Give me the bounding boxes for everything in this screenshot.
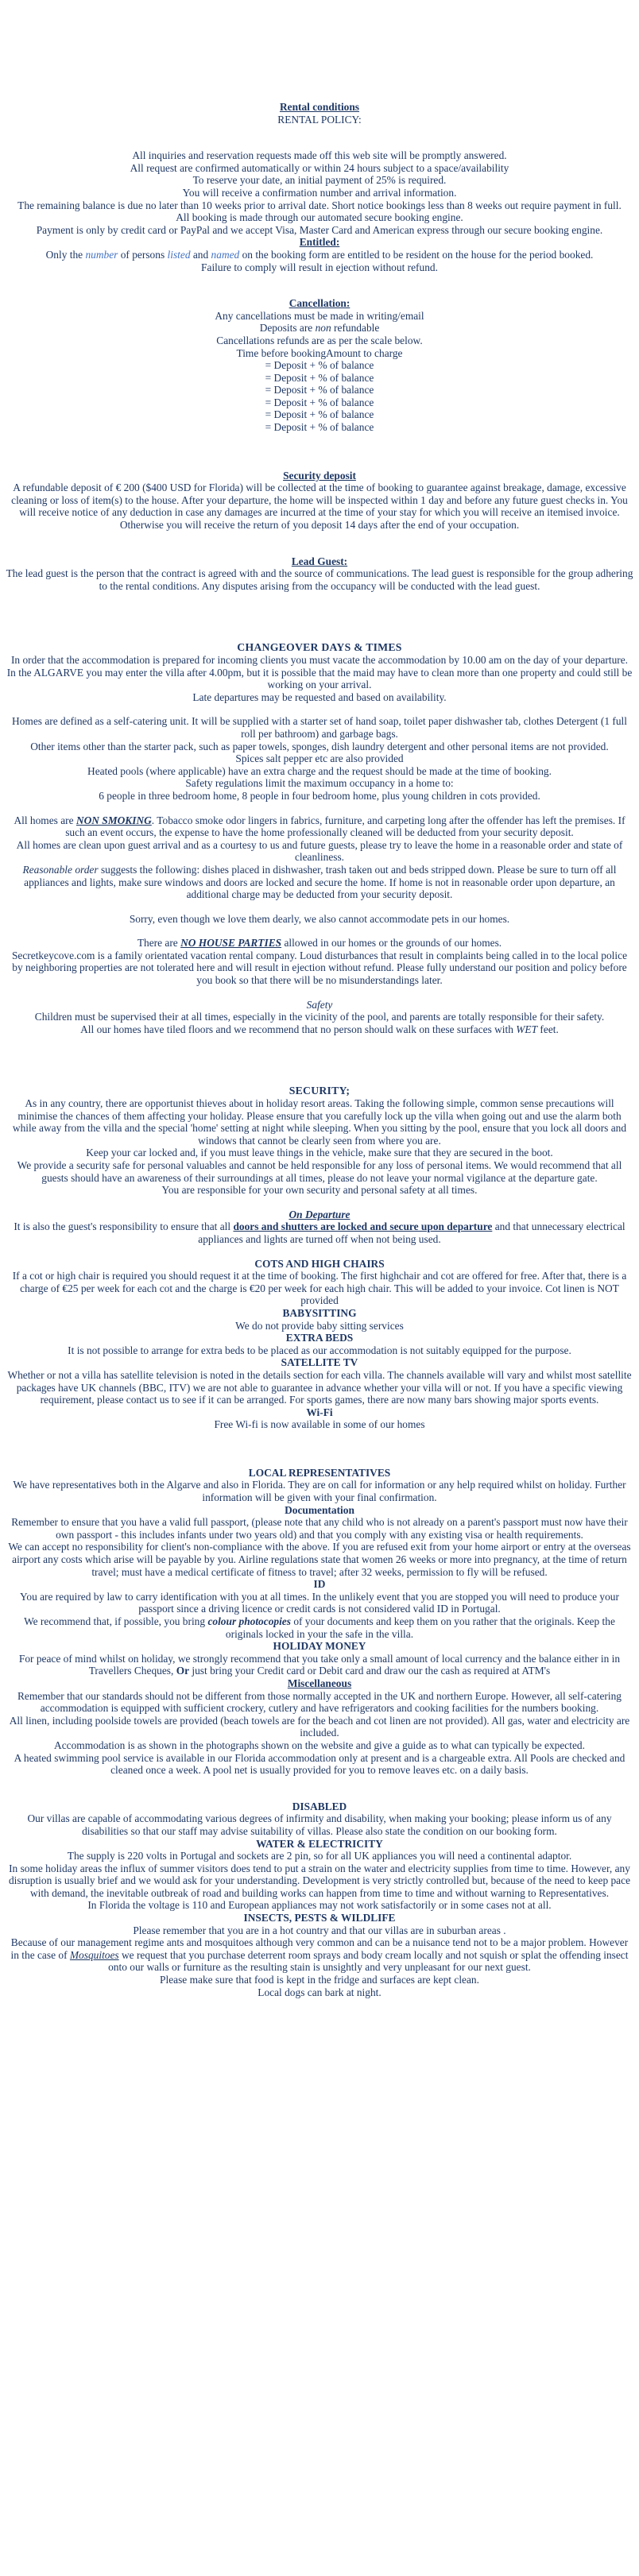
entitled-text: on the booking form are entitled to be resident on the house for the period booked. xyxy=(239,248,594,261)
insects-title: INSECTS, PESTS & WILDLIFE xyxy=(243,1912,396,1924)
departure-section xyxy=(6,1209,633,1246)
cancellation-title: Cancellation: xyxy=(289,297,350,310)
rental-line: To reserve your date, an initial payment of 25% is required. xyxy=(192,174,447,187)
local-reps-title: LOCAL REPRESENTATIVES xyxy=(248,1466,391,1479)
misc-text: Accommodation is as shown in the photographs shown on the website and give a guide as to what can typically be expected. xyxy=(54,1739,585,1751)
changeover-title: CHANGEOVER DAYS & TIMES xyxy=(237,641,402,654)
cancellation-scale-row: = Deposit + % of balance xyxy=(265,408,374,421)
entitled-section xyxy=(6,236,633,273)
insects-text-part: we request that you purchase deterrent room sprays and body cream locally and not squish or splat the offending insect onto our walls or furniture as the resulting stain is unsightly and very unpleasant for our next guest. xyxy=(108,1948,629,1974)
cancellation-scale-row: = Deposit + % of balance xyxy=(265,371,374,384)
parties-text-part: allowed in our homes or the grounds of our homes. xyxy=(281,937,502,950)
misc-title: Miscellaneous xyxy=(287,1677,352,1689)
id-title: ID xyxy=(313,1578,326,1591)
satellite-title: SATELLITE TV xyxy=(281,1356,358,1369)
misc-text: All linen, including poolside towels are provided (beach towels are for the beach and cot linen are not provided). All gas, water and electricity are included. xyxy=(9,1714,630,1739)
departure-text-part: It is also the guest's responsibility to ensure that all xyxy=(14,1220,234,1233)
smoking-text-part: . Tobacco smoke odor lingers in fabrics, furniture, and carpeting long after the offender has left the premises. If such an event occurs, the expense to have the home professionally cleaned will be deducted from your security deposit. xyxy=(65,814,625,839)
rental-line: The remaining balance is due no later than 10 weeks prior to arrival date. Short notice bookings less than 8 weeks out require payment in full. xyxy=(17,199,622,211)
rental-line: All inquiries and reservation requests made off this web site will be promptly answered. xyxy=(132,149,507,162)
security-section xyxy=(6,1085,633,1196)
rental-line: All request are confirmed automatically or within 24 hours subject to a space/availability xyxy=(130,161,509,174)
cancellation-section xyxy=(6,297,633,434)
extra-beds-text: It is not possible to arrange for extra beds to be placed as our accommodation is not suitably equipped for the purpose. xyxy=(68,1344,571,1356)
entitled-number: number xyxy=(85,248,118,261)
parties-text xyxy=(6,937,633,950)
cancellation-scale-row: = Deposit + % of balance xyxy=(265,421,374,434)
disabled-section xyxy=(6,1800,633,1999)
cancellation-line xyxy=(6,322,633,335)
water-text: In some holiday areas the influx of summer visitors does tend to put a strain on the water and electricity supplies from time to time. However, any disruption is usually brief and we would ask for your understanding. Development is very strictly controlled but, because of the need to keep pace with demand, the inevitable outbreak of road and building works can happen from time to time and without warning to Representatives. xyxy=(8,1862,631,1899)
satellite-text: Whether or not a villa has satellite television is noted in the details section for each villa. The channels available will vary and whilst most satellite packages have UK channels (BBC, ITV) we are not able to guarantee in advance whether your villa will or not. If you have a specific viewing requirement, please contact us to see if it can be arranged. For sports games, there are now many bars showing major sports events. xyxy=(7,1368,632,1406)
reasonable-order-label: Reasonable order xyxy=(22,863,99,876)
safety-floors-part: feet. xyxy=(537,1023,559,1035)
safety-section xyxy=(6,999,633,1036)
entitled-named: named xyxy=(211,248,240,261)
security-deposit-return: Otherwise you will receive the return of you deposit 14 days after the end of your occupation. xyxy=(119,519,520,532)
misc-text: Remember that our standards should not be different from those normally accepted in the UK and northern Europe. However, all self-catering accommodation is equipped with sufficient crockery, cutlery and have refrigerators and cooking facilities for the numbers booking. xyxy=(17,1689,622,1715)
changeover-text: Late departures may be requested and based on availability. xyxy=(192,690,447,703)
house-rules-section xyxy=(6,814,633,987)
local-reps-text: We have representatives both in the Algarve and also in Florida. They are on call for information or any help required whilst on holiday. Further information will be given with your final confirmation. xyxy=(13,1479,626,1504)
security-text: As in any country, there are opportunist thieves about in holiday resort areas. Taking the following simple, common sense precautions will minimise the chances of them affecting your holiday. Please ensure that you carefully lock up the villa when going out and use the alarm both while away from the villa and the special 'home' setting at night while sleeping. When you sitting by the pool, ensure that you lock all doors and windows that cannot be clearly seen from where you are. xyxy=(12,1097,627,1147)
lead-guest-text: The lead guest is the person that the contract is agreed with and the source of communications. The lead guest is responsible for the group adhering to the rental conditions. Any disputes arising from the occupancy will be conducted with the lead guest. xyxy=(6,567,633,592)
insects-text: Please remember that you are in a hot country and that our villas are in suburban areas . xyxy=(133,1924,506,1936)
cancellation-scale-row: = Deposit + % of balance xyxy=(265,359,374,372)
safety-text: Children must be supervised their at all times, especially in the vicinity of the pool, and parents are totally responsible for their safety. xyxy=(34,1011,605,1023)
insects-text: Local dogs can bark at night. xyxy=(258,1986,381,1998)
reasonable-order-text xyxy=(6,864,633,901)
security-deposit-title: Security deposit xyxy=(283,469,356,482)
non-smoking-label: NON SMOKING xyxy=(76,814,152,826)
changeover-text: Heated pools (where applicable) have an extra charge and the request should be made at the time of booking. xyxy=(87,764,552,777)
babysitting-title: BABYSITTING xyxy=(282,1306,357,1319)
misc-text: A heated swimming pool service is available in our Florida accommodation only at present and is a chargeable extra. All Pools are checked and cleaned once a week. A pool net is usually provided for you to remove leaves etc. on a daily basis. xyxy=(14,1751,625,1777)
safety-title: Safety xyxy=(306,998,333,1011)
reasonable-order-part: suggests the following: dishes placed in dishwasher, trash taken out and beds stripped down. Please be sure to turn off all appliances and lights, make sure windows and doors are locked and secure the home. If home is not in reasonable order upon departure, an additional charge may be deducted from your security deposit. xyxy=(24,863,617,901)
cots-text: If a cot or high chair is required you should request it at the time of booking. The first highchair and cot are offered for free. After that, there is a charge of €25 per week for each cot and the charge is €20 per week for each high chair. This will be added to your invoice. Cot linen is NOT provided xyxy=(12,1270,627,1307)
changeover-text: Other items other than the starter pack, such as paper towels, sponges, dish laundry detergent and other personal items are not provided. xyxy=(30,740,609,752)
security-deposit-text: A refundable deposit of € 200 ($400 USD for Florida) will be collected at the time of booking to guarantee against breakage, damage, excessive cleaning or loss of item(s) to the house. After your departure, the home will be inspected within 1 day and before any future guest checks in. You will receive notice of any deduction in case any damages are incurred at the time of your stay for which you will receive an itemised invoice. xyxy=(11,482,628,519)
holiday-money-part: just bring your Credit card or Debit card and draw our the cash as required at ATM's xyxy=(189,1665,551,1677)
disabled-text: Our villas are capable of accommodating various degrees of infirmity and disability, when making your booking; please inform us of any disabilities so that our staff may advise suitability of villas. Please also state the condition on our booking form. xyxy=(27,1812,612,1837)
disabled-title: DISABLED xyxy=(292,1800,347,1812)
safety-floors-text xyxy=(6,1023,633,1036)
departure-emphasis: doors and shutters are locked and secure upon departure xyxy=(233,1220,493,1233)
documentation-text: Remember to ensure that you have a valid full passport, (please note that any child who is not already on a parent's passport must now have their own passport - this includes infants under two years old) and that you comply with any existing visa or health requirements. xyxy=(11,1516,628,1541)
documentation-title: Documentation xyxy=(285,1503,354,1516)
water-text: In Florida the voltage is 110 and European appliances may not work satisfactorily or in some cases not at all. xyxy=(87,1899,552,1912)
insects-text: Please make sure that food is kept in the fridge and surfaces are kept clean. xyxy=(160,1974,479,1986)
holiday-money-title: HOLIDAY MONEY xyxy=(273,1640,366,1653)
water-title: WATER & ELECTRICITY xyxy=(256,1837,383,1850)
changeover-text: 6 people in three bedroom home, 8 people in four bedroom home, plus young children in cots provided. xyxy=(99,789,540,802)
security-text: Keep your car locked and, if you must leave things in the vehicle, make sure that they are secured in the boot. xyxy=(86,1147,553,1159)
holiday-money-text xyxy=(6,1653,633,1677)
entitled-failure: Failure to comply will result in ejection without refund. xyxy=(201,261,438,273)
colour-photocopies-label: colour photocopies xyxy=(207,1615,291,1627)
changeover-text: Homes are defined as a self-catering unit. It will be supplied with a starter set of hand soap, toilet paper dishwasher tab, clothes Detergent (1 full roll per bathroom) and garbage bags. xyxy=(12,715,627,740)
rental-subtitle: RENTAL POLICY: xyxy=(277,113,362,126)
parties-policy-text: Secretkeycove.com is a family orientated vacation rental company. Loud disturbances that result in complaints being called in to the local police by neighboring properties are not tolerated here and will result in ejection without refund. Please fully understand our position and policy before you book so that there will be no misunderstandings later. xyxy=(11,949,628,987)
cancellation-text: refundable xyxy=(331,322,380,335)
departure-text xyxy=(6,1220,633,1245)
parties-text-part: There are xyxy=(137,937,181,950)
extra-beds-title: EXTRA BEDS xyxy=(285,1332,354,1344)
cancellation-scale-row: = Deposit + % of balance xyxy=(265,396,374,408)
holiday-money-part: For peace of mind whilst on holiday, we strongly recommend that you take only a small amount of local currency and the balance either in in Travellers Cheques, xyxy=(18,1652,621,1677)
entitled-listed: listed xyxy=(167,248,191,261)
lead-guest-title: Lead Guest: xyxy=(291,555,348,567)
changeover-section xyxy=(6,641,633,802)
cancellation-non: non xyxy=(315,322,331,335)
wifi-title: Wi-Fi xyxy=(306,1406,333,1418)
id-text-part: We recommend that, if possible, you bring xyxy=(24,1615,208,1627)
rental-line: Payment is only by credit card or PayPal and we accept Visa, Master Card and American express through our secure booking engine. xyxy=(36,223,603,236)
changeover-text: In order that the accommodation is prepared for incoming clients you must vacate the accommodation by 10.00 am on the day of your departure. In the ALGARVE you may enter the villa after 4.00pm, but it is possible that the maid may have to clean more than one property and could still be working on your arrival. xyxy=(6,654,633,691)
security-deposit-section xyxy=(6,470,633,532)
security-text: You are responsible for your own security and personal safety at all times. xyxy=(161,1184,478,1197)
lead-guest-section xyxy=(6,555,633,593)
id-photocopy-text xyxy=(6,1615,633,1640)
safety-floors-part: All our homes have tiled floors and we recommend that no person should walk on these surfaces with xyxy=(80,1023,517,1035)
water-text: The supply is 220 volts in Portugal and sockets are 2 pin, so for all UK appliances you will need a continental adaptor. xyxy=(67,1850,572,1862)
entitled-title: Entitled: xyxy=(299,236,340,249)
or-label: Or xyxy=(176,1665,190,1677)
cleanliness-text: All homes are clean upon guest arrival and as a courtesy to us and future guests, please try to leave the home in a reasonable order and state of cleanliness. xyxy=(16,838,623,864)
mosquitoes-label: Mosquitoes xyxy=(69,1948,119,1961)
changeover-text: Safety regulations limit the maximum occupancy in a home to: xyxy=(185,777,454,790)
departure-text-part: and that unnecessary electrical appliances and lights are turned off when not being used. xyxy=(198,1220,625,1245)
security-text: We provide a security safe for personal valuables and cannot be held responsible for any loss of personal items. We would recommend that all guests should have an awareness of their surroundings at all times, please do not leave your normal vigilance at the departure gate. xyxy=(17,1159,622,1184)
rental-conditions-page xyxy=(6,0,633,2030)
wifi-text: Free Wi-fi is now available in some of our homes xyxy=(214,1418,425,1431)
cancellation-line: Cancellations refunds are as per the scale below. xyxy=(216,334,423,346)
cots-title: COTS AND HIGH CHAIRS xyxy=(254,1257,385,1270)
cancellation-line: Time before bookingAmount to charge xyxy=(236,346,403,359)
cancellation-text: Deposits are xyxy=(259,322,316,335)
id-text: You are required by law to carry identification with you at all times. In the unlikely event that you are stopped you will need to produce your passport since a driving licence or credit cards is not considered valid ID in Portugal. xyxy=(20,1590,619,1615)
security-title: SECURITY; xyxy=(289,1085,350,1097)
id-text-part: of your documents and keep them on you rather that the originals. Keep the originals locked in your the safe in the villa. xyxy=(225,1615,615,1640)
cancellation-line: Any cancellations must be made in writing/email xyxy=(215,309,424,322)
entitled-text: of persons xyxy=(118,248,168,261)
departure-title: On Departure xyxy=(289,1208,350,1220)
local-reps-section xyxy=(6,1467,633,1777)
pets-text: Sorry, even though we love them dearly, we also cannot accommodate pets in our homes. xyxy=(129,912,510,925)
no-house-parties-label: NO HOUSE PARTIES xyxy=(180,937,282,950)
mosquito-text xyxy=(6,1936,633,1974)
insects-text-part: Because of our management regime ants and mosquitoes although very common and can be a nuisance tend not to be a major problem. However in the case of xyxy=(10,1936,629,1961)
smoking-text-part: All homes are xyxy=(14,814,76,826)
smoking-text xyxy=(6,814,633,839)
babysitting-text: We do not provide baby sitting services xyxy=(235,1319,404,1332)
rental-line: All booking is made through our automated secure booking engine. xyxy=(176,211,463,224)
rental-title: Rental conditions xyxy=(279,101,360,113)
rental-line: You will receive a confirmation number and arrival information. xyxy=(182,186,457,199)
rental-section xyxy=(6,101,633,236)
wet-label: WET xyxy=(516,1023,538,1035)
cancellation-scale-row: = Deposit + % of balance xyxy=(265,384,374,396)
entitled-text: and xyxy=(190,248,211,261)
cots-section xyxy=(6,1258,633,1431)
entitled-text: Only the xyxy=(45,248,86,261)
changeover-text: Spices salt pepper etc are also provided xyxy=(235,752,404,765)
entitled-line xyxy=(6,249,633,261)
documentation-text: We can accept no responsibility for client's non-compliance with the above. If you are refused exit from your home airport or entry at the overseas airport any costs which arise will be payable by you. Airline regulations state that women 26 weeks or more into pregnancy, at the time of return travel; must have a medical certificate of fitness to travel; after 32 weeks, permission to fly will be refused. xyxy=(8,1541,631,1578)
